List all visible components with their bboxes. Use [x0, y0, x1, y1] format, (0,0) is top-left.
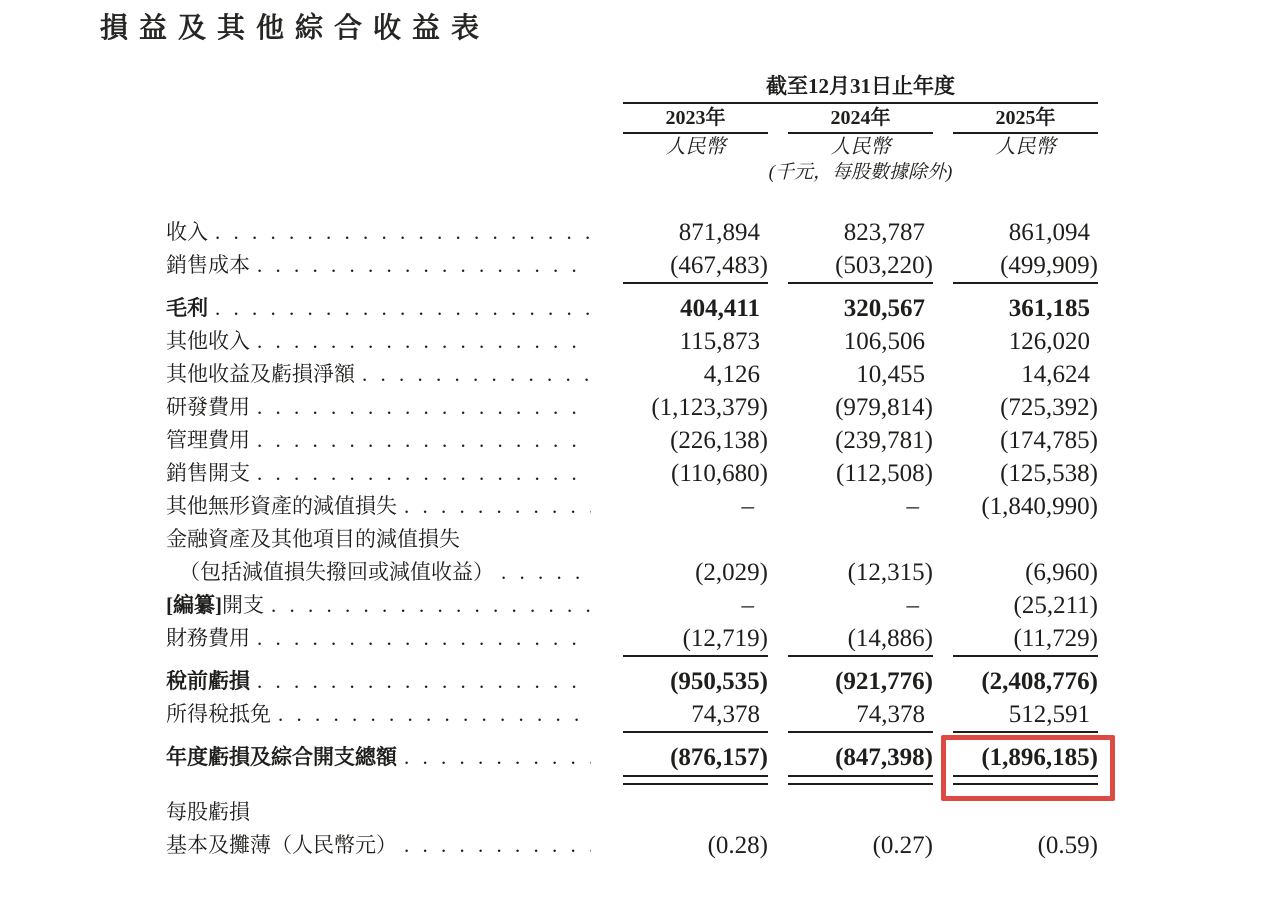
value-cell: (0.59) [1037, 832, 1098, 859]
value-cell: (979,814) [835, 394, 933, 421]
row-label: 年度虧損及綜合開支總額 [166, 745, 397, 769]
value-cell [788, 796, 933, 829]
value-cell: 14,624 [1021, 361, 1090, 388]
currency-label: 人民幣 [995, 136, 1056, 158]
value-cell: (174,785) [1000, 427, 1098, 454]
row-label: 其他收益及虧損淨額 [166, 362, 355, 386]
dot-leader [257, 325, 591, 358]
value-cell: 512,591 [1008, 701, 1090, 728]
row-label-cell [166, 556, 603, 589]
value-cell: 404,411 [680, 295, 760, 322]
row-label: 金融資產及其他項目的減值損失 [166, 527, 460, 551]
unit-note: (千元，每股數據除外) [768, 162, 953, 183]
empty-cell [166, 655, 603, 661]
dot-leader [215, 216, 591, 249]
row-label: 收入 [166, 220, 208, 244]
column-rule [953, 775, 1098, 785]
income-statement-table [166, 70, 1100, 862]
value-cell: 74,378 [856, 701, 925, 728]
dot-leader [257, 457, 591, 490]
row-label-cell [166, 741, 603, 774]
row-label: 毛利 [166, 296, 208, 320]
value-cell: (14,886) [847, 625, 933, 652]
highlight-box [941, 735, 1115, 801]
row-label-cell [166, 325, 603, 358]
empty-cell [166, 282, 603, 288]
row-label: 基本及攤薄（人民幣元） [166, 833, 397, 857]
column-rule [788, 731, 933, 737]
value-cell: (110,680) [671, 460, 768, 487]
table-row [166, 698, 1100, 731]
row-label: （包括減值損失撥回或減值收益） [179, 560, 494, 584]
row-label-cell [166, 358, 603, 391]
value-cell [953, 523, 1098, 556]
table-row [166, 457, 1100, 490]
dot-leader [278, 698, 591, 731]
table-row [166, 325, 1100, 358]
value-cell: 871,894 [678, 219, 760, 246]
table-row [166, 292, 1100, 325]
value-cell: 10,455 [856, 361, 925, 388]
value-cell: (1,840,990) [981, 493, 1098, 520]
currency-label: 人民幣 [665, 136, 726, 158]
dot-leader [404, 741, 591, 774]
value-cell [788, 523, 933, 556]
row-label: 管理費用 [166, 428, 250, 452]
rule-row [166, 655, 1100, 661]
empty-cell [166, 731, 603, 737]
table-row [166, 589, 1100, 622]
value-cell: (0.28) [707, 832, 768, 859]
table-body [166, 216, 1100, 862]
page-title: 損益及其他綜合收益表 [100, 12, 491, 43]
value-cell: (499,909) [1000, 252, 1098, 279]
table-row [166, 490, 1100, 523]
row-label-prefix: [編纂] [166, 593, 222, 617]
value-cell: (503,220) [835, 252, 933, 279]
value-cell: (847,398) [835, 744, 933, 771]
row-label-cell [166, 457, 603, 490]
empty-cell [953, 161, 1098, 188]
table-row [166, 622, 1100, 655]
value-cell: (1,896,185) [953, 741, 1098, 774]
value-cell: 115,873 [679, 328, 760, 355]
table-row [166, 665, 1100, 698]
row-label-cell [166, 698, 603, 731]
period-header: 截至12月31日止年度 [623, 70, 1098, 104]
empty-cell [166, 774, 603, 785]
value-cell: – [906, 592, 919, 619]
row-label-cell [166, 622, 603, 655]
table-row [166, 741, 1100, 774]
table-row [166, 216, 1100, 249]
value-cell: – [741, 493, 754, 520]
value-cell: (467,483) [670, 252, 768, 279]
rule-row [166, 282, 1100, 288]
row-label: 其他無形資產的減值損失 [166, 494, 397, 518]
value-cell: 823,787 [843, 219, 925, 246]
value-cell: (239,781) [835, 427, 933, 454]
column-rule [788, 655, 933, 661]
value-cell [953, 796, 1098, 829]
value-cell: (921,776) [835, 668, 933, 695]
value-cell: 126,020 [1008, 328, 1090, 355]
value-cell: 361,185 [1008, 295, 1090, 322]
column-rule [788, 282, 933, 288]
value-cell: 861,094 [1008, 219, 1090, 246]
row-label: 研發費用 [166, 395, 250, 419]
year-header-2025: 2025年 [953, 104, 1098, 134]
row-label: 開支 [222, 593, 264, 617]
column-rule [623, 731, 768, 737]
value-cell: (0.27) [872, 832, 933, 859]
value-cell [623, 796, 768, 829]
table-row [166, 249, 1100, 282]
column-rule [788, 775, 933, 785]
dot-leader [404, 490, 591, 523]
dot-leader [257, 249, 591, 282]
rule-row [166, 731, 1100, 737]
row-label: 銷售開支 [166, 461, 250, 485]
row-label: 每股虧損 [166, 800, 250, 824]
table-row [166, 391, 1100, 424]
value-cell: (12,719) [682, 625, 768, 652]
row-label-cell [166, 665, 603, 698]
currency-row [166, 134, 1100, 161]
row-label: 其他收入 [166, 329, 250, 353]
row-label-cell [166, 292, 603, 325]
column-rule [953, 731, 1098, 737]
value-cell: 320,567 [843, 295, 925, 322]
row-label-cell [166, 523, 603, 556]
dot-leader [257, 665, 591, 698]
empty-cell [166, 70, 603, 104]
column-rule [953, 282, 1098, 288]
dot-leader [257, 622, 591, 655]
empty-cell [166, 104, 603, 134]
dot-leader [404, 829, 591, 862]
unit-note-row [166, 161, 1100, 188]
double-rule-row [166, 774, 1100, 784]
column-rule [623, 282, 768, 288]
value-cell: (11,729) [1013, 625, 1098, 652]
dot-leader [362, 358, 591, 391]
value-cell: – [906, 493, 919, 520]
unit-note-cell [768, 161, 953, 188]
row-label-cell [166, 796, 603, 829]
year-header-2023: 2023年 [623, 104, 768, 134]
value-cell: 106,506 [843, 328, 925, 355]
value-cell: (1,123,379) [651, 394, 768, 421]
currency-label: 人民幣 [830, 136, 891, 158]
table-row [166, 556, 1100, 589]
period-header-row [166, 70, 1100, 104]
row-label-cell [166, 249, 603, 282]
row-label-cell [166, 490, 603, 523]
value-cell: (950,535) [670, 668, 768, 695]
table-row [166, 829, 1100, 862]
column-rule [953, 655, 1098, 661]
dot-leader [501, 556, 591, 589]
header-body-spacer [166, 188, 1100, 216]
value-cell: (112,508) [836, 460, 933, 487]
row-label-cell [166, 424, 603, 457]
year-header-row [166, 104, 1100, 134]
year-header-2024: 2024年 [788, 104, 933, 134]
row-label-cell [166, 391, 603, 424]
value-cell: – [741, 592, 754, 619]
row-label-cell [166, 216, 603, 249]
row-label: 銷售成本 [166, 253, 250, 277]
value-cell: (2,408,776) [981, 668, 1098, 695]
value-cell: (226,138) [670, 427, 768, 454]
row-label: 稅前虧損 [166, 669, 250, 693]
empty-cell [166, 161, 603, 188]
row-label: 所得稅抵免 [166, 702, 271, 726]
table-row [166, 796, 1100, 829]
row-label-cell [166, 829, 603, 862]
column-rule [623, 655, 768, 661]
dot-leader [257, 424, 591, 457]
value-cell: (12,315) [847, 559, 933, 586]
value-cell: (725,392) [1000, 394, 1098, 421]
table-row [166, 358, 1100, 391]
column-rule [623, 775, 768, 785]
dot-leader [215, 292, 591, 325]
value-cell: (125,538) [1000, 460, 1098, 487]
dot-leader [271, 589, 591, 622]
dot-leader [257, 391, 591, 424]
value-cell: (6,960) [1025, 559, 1098, 586]
table-row [166, 523, 1100, 556]
empty-cell [166, 134, 603, 161]
value-cell: (876,157) [670, 744, 768, 771]
row-label-cell [166, 589, 603, 622]
row-label: 財務費用 [166, 626, 250, 650]
value-cell [623, 523, 768, 556]
value-cell: 4,126 [703, 361, 760, 388]
value-cell: (2,029) [695, 559, 768, 586]
value-cell: 74,378 [691, 701, 760, 728]
value-cell: (25,211) [1013, 592, 1098, 619]
table-row [166, 424, 1100, 457]
empty-cell [623, 161, 768, 188]
